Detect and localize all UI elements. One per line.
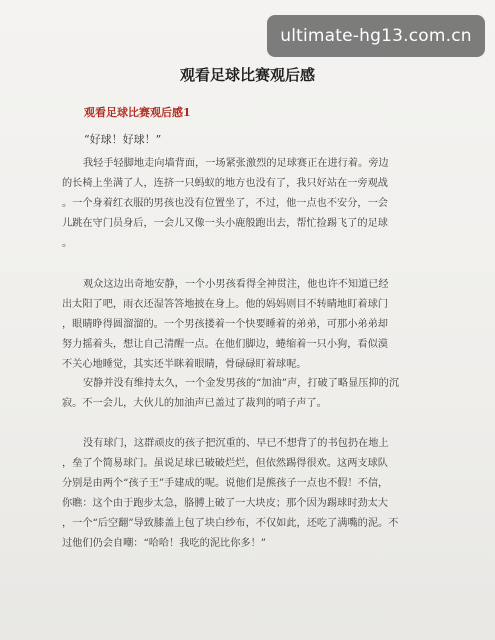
watermark: ultimate-hg13.com.cn — [267, 15, 485, 57]
paragraph-2 — [62, 275, 444, 375]
paragraph-line: 安静并没有维持太久，一个金发男孩的“加油”声，打破了略显压抑的沉 — [83, 378, 400, 389]
paragraph-line: ，眼睛睁得圆溜溜的。一个男孩搂着一个快要睡着的弟弟，可那小弟弟却 — [62, 319, 388, 330]
paragraph-3 — [62, 374, 444, 414]
paragraph-line: 观众这边出奇地安静，一个小男孩看得全神贯注，他也许不知道已经 — [83, 279, 389, 290]
paragraph-line: 没有球门，这群顽皮的孩子把沉重的、早已不想背了的书包扔在地上 — [83, 438, 389, 449]
paragraph-line: 努力摇着头，想让自己清醒一点。在他们脚边，蜷缩着一只小狗，看似漠 — [62, 339, 388, 350]
section-subtitle: 观看足球比赛观后感1 — [84, 106, 191, 119]
paragraph-4 — [62, 434, 444, 554]
page-title: 观看足球比赛观后感 — [179, 66, 315, 84]
opening-quote: “好球！好球！” — [84, 133, 162, 146]
paragraph-line: ，一个“后空翻”导致膝盖上包了块白纱布，不仅如此，还吃了满嘴的泥。不 — [62, 518, 399, 529]
paragraph-line: 的长椅上坐满了人，连挤一只蚂蚁的地方也没有了，我只好站在一旁观战 — [62, 178, 388, 189]
paragraph-line: 分别是由两个“孩子王”手建成的呢。说他们是熊孩子一点也不假！不信， — [62, 478, 389, 489]
paragraph-1 — [62, 154, 444, 254]
paragraph-line: 。 — [62, 238, 73, 249]
paragraph-line: 我轻手轻脚地走向墙背面，一场紧张激烈的足球赛正在进行着。旁边 — [83, 158, 389, 169]
paragraph-line: 你瞧：这个由于跑步太急，胳膊上破了一大块皮；那个因为踢球时劲太大 — [62, 498, 388, 509]
paragraph-line: 不关心地睡觉，其实还半眯着眼睛，骨碌碌盯着球呢。 — [62, 359, 307, 370]
paragraph-line: 儿跳在守门员身后，一会儿又像一头小鹿般跑出去，帮忙捡踢飞了的足球 — [62, 218, 388, 229]
paragraph-line: 过他们仍会自嘲：“哈哈！我吃的泥比你多！” — [62, 538, 266, 549]
paragraph-line: 寂。不一会儿，大伙儿的加油声已盖过了裁判的哨子声了。 — [62, 398, 327, 409]
paragraph-line: 。一个身着红衣服的男孩也没有位置坐了，不过，他一点也不安分，一会 — [62, 198, 388, 209]
paragraph-line: ，垒了个简易球门。虽说足球已破破烂烂，但依然踢得很欢。这两支球队 — [62, 458, 388, 469]
paragraph-line: 出太阳了吧，雨衣还湿答答地披在身上。他的妈妈则目不转睛地盯着球门 — [62, 299, 388, 310]
